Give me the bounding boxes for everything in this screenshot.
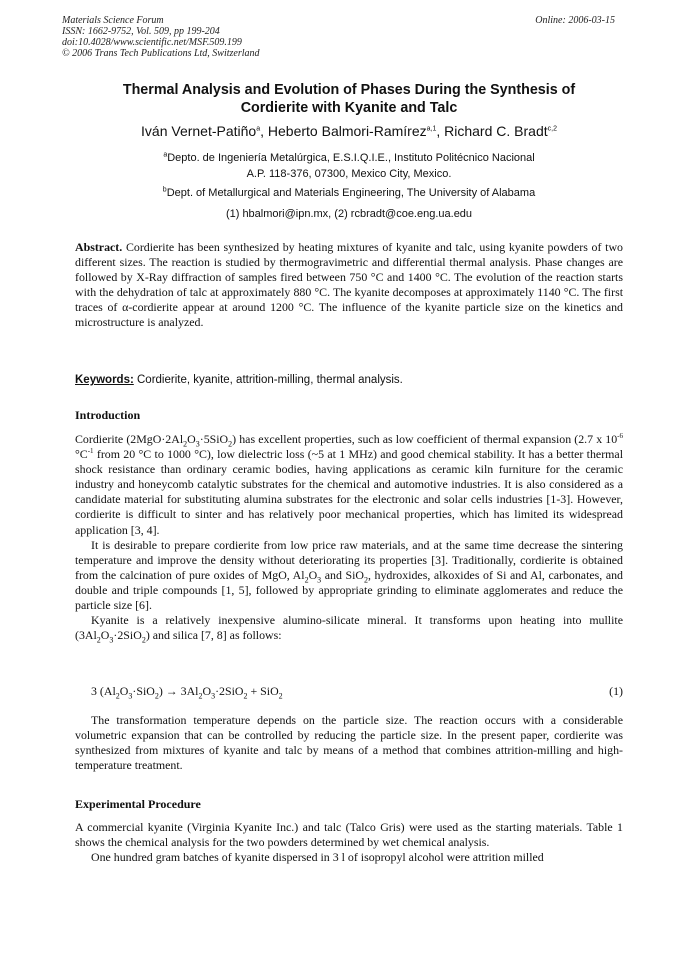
affiliation-a-mark: a [163, 151, 168, 159]
text-run: O [202, 684, 212, 698]
author-list [75, 122, 623, 140]
text-run: and SiO [321, 567, 364, 582]
subscript: 2 [141, 635, 146, 645]
subscript: 2 [304, 575, 309, 585]
experimental-paragraph-1: A commercial kyanite (Virginia Kyanite Inc.) and talc (Talco Gris) were used as the starting materials. Table 1 shows the chemical analysis for the two powders determined by wet chemical analysis. [75, 820, 623, 850]
abstract-text: Cordierite has been synthesized by heating mixtures of kyanite and talc, using kyanite powders of two different sizes. The reaction is studied by thermogravimetric and differential thermal analysis. Phase changes are followed by X-Ray diffraction of samples fired between 750 °C and 1400 °C. The evolution of the reaction starts with the dehydration of talc at approximately 880 °C. The kyanite decomposes at approximately 1140 °C. The first traces of α-cordierite appear at around 1200 °C. The influence of the kyanite particle size on the kinetics and microstructure is analyzed. [75, 240, 623, 330]
text-run: from 20 °C to 1000 °C), low dielectric loss (~5 at 1 MHz) and good chemical stability. It has a better thermal shock resistance than ordinary ceramic bodies, having applications as ceramic kiln furniture for the ceramic industry and honeycomb catalytic substrates for the chemical and automotive industries. It is also considered as a candidate material for substituting alumina substrates for the electronic and solar cells industries [1-3]. However, cordierite is difficult to sinter and has relatively poor mechanical properties, which has limited its widespread application [3, 4]. [75, 447, 623, 537]
author-1-affiliation: a [256, 125, 261, 133]
copyright: © 2006 Trans Tech Publications Ltd, Switzerland [62, 48, 260, 59]
text-run: ) has excellent properties, such as low coefficient of thermal expansion (2.7 x 10 [232, 432, 618, 446]
text-run: 3 (Al [91, 684, 116, 698]
subscript: 2 [278, 691, 283, 701]
paper-title [75, 81, 623, 117]
text-run: ·5SiO [199, 432, 229, 446]
issn: ISSN: 1662-9752, Vol. 509, pp 199-204 [62, 26, 220, 37]
superscript: -6 [617, 432, 623, 441]
subscript: 2 [228, 439, 233, 449]
text-run: °C [75, 447, 88, 462]
text-run: ) and silica [7, 8] as follows: [145, 628, 282, 643]
text-run: Cordierite (2MgO·2Al [75, 432, 184, 446]
subscript: 2 [243, 691, 248, 701]
experimental-body [75, 820, 623, 865]
subscript: 2 [363, 575, 368, 585]
author-emails: (1) hbalmori@ipn.mx, (2) rcbradt@coe.eng.ua.edu [225, 208, 473, 220]
intro-paragraph-2 [75, 538, 623, 613]
abstract [75, 240, 623, 331]
introduction-body [75, 432, 623, 643]
text-run: It is desirable to prepare cordierite from low price raw materials, and at the same time decrease the sintering temperature and improve the density without deteriorating its properties [3]. Traditionally, cordierite is obtained from the calcination of pure oxides of MgO, Al [75, 537, 623, 582]
equation-body [75, 684, 283, 701]
section-heading-introduction: Introduction [75, 408, 141, 422]
text-run: ·SiO [132, 684, 155, 698]
text-run: O [308, 567, 318, 582]
subscript: 3 [211, 691, 216, 701]
intro-paragraph-4: The transformation temperature depends on the particle size. The reaction occurs with a considerable volumetric expansion that can be controlled by reducing the particle size. In the present paper, cordierite was synthesized from mixtures of kyanite and talc by means of a method that combines attrition-milling and high-temperature treatment. [75, 713, 623, 773]
subscript: 3 [317, 575, 322, 585]
text-run: O [100, 628, 110, 643]
affiliation-a [75, 150, 623, 182]
affiliation-a-line-2: A.P. 118-376, 07300, Mexico City, Mexico. [246, 168, 452, 180]
author-2-affiliation: a,1 [426, 125, 437, 133]
text-run: ) → 3Al [158, 684, 199, 698]
text-run: ·2SiO [113, 628, 142, 643]
journal-name: Materials Science Forum [62, 15, 164, 26]
affiliation-a-line-1: Depto. de Ingeniería Metalúrgica, E.S.I.Q.I.E., Instituto Politécnico Nacional [167, 152, 535, 164]
intro-paragraph-1 [75, 432, 623, 538]
title-line-1: Thermal Analysis and Evolution of Phases During the Synthesis of [122, 82, 576, 98]
keywords-text: Cordierite, kyanite, attrition-milling, thermal analysis. [133, 374, 403, 386]
equation-1 [75, 684, 623, 699]
section-heading-experimental: Experimental Procedure [75, 797, 201, 811]
text-run: Kyanite is a relatively inexpensive alumino-silicate mineral. It transforms upon heating into mullite (3Al [75, 613, 623, 643]
subscript: 2 [183, 439, 188, 449]
online-date: Online: 2006-03-15 [535, 15, 615, 26]
title-line-2: Cordierite with Kyanite and Talc [240, 100, 458, 116]
superscript: -1 [87, 447, 94, 456]
subscript: 3 [195, 439, 200, 449]
keywords-label: Keywords: [75, 374, 134, 386]
journal-header [62, 15, 260, 59]
affiliation-b [75, 185, 623, 201]
subscript: 2 [115, 691, 120, 701]
subscript: 2 [154, 691, 159, 701]
subscript: 3 [128, 691, 133, 701]
text-run: O [187, 432, 196, 446]
text-run: , hydroxides, alkoxides of Si and Al, carbonates, and double and triple compounds [1, 5], followed by appropriate grinding to eliminate agglomerates and reduce the particle size [6]. [75, 567, 623, 613]
affiliation-b-mark: b [162, 186, 167, 194]
equation-number: (1) [609, 684, 623, 698]
subscript: 2 [96, 635, 101, 645]
author-2: , Heberto Balmori-Ramírez [260, 123, 427, 139]
text-run: + SiO [247, 684, 279, 698]
text-run: ·2SiO [215, 684, 244, 698]
intro-paragraph-3 [75, 613, 623, 643]
abstract-label: Abstract. [75, 240, 123, 254]
experimental-paragraph-2: One hundred gram batches of kyanite dispersed in 3 l of isopropyl alcohol were attrition milled [91, 850, 544, 865]
keywords [75, 373, 623, 388]
author-1: Iván Vernet-Patiño [141, 123, 257, 139]
author-3: , Richard C. Bradt [436, 123, 548, 139]
author-3-affiliation: c,2 [547, 125, 557, 133]
affiliation-b-line: Dept. of Metallurgical and Materials Engineering, The University of Alabama [166, 187, 536, 199]
doi: doi:10.4028/www.scientific.net/MSF.509.199 [62, 37, 242, 48]
subscript: 3 [109, 635, 114, 645]
subscript: 2 [198, 691, 203, 701]
text-run: O [119, 684, 129, 698]
